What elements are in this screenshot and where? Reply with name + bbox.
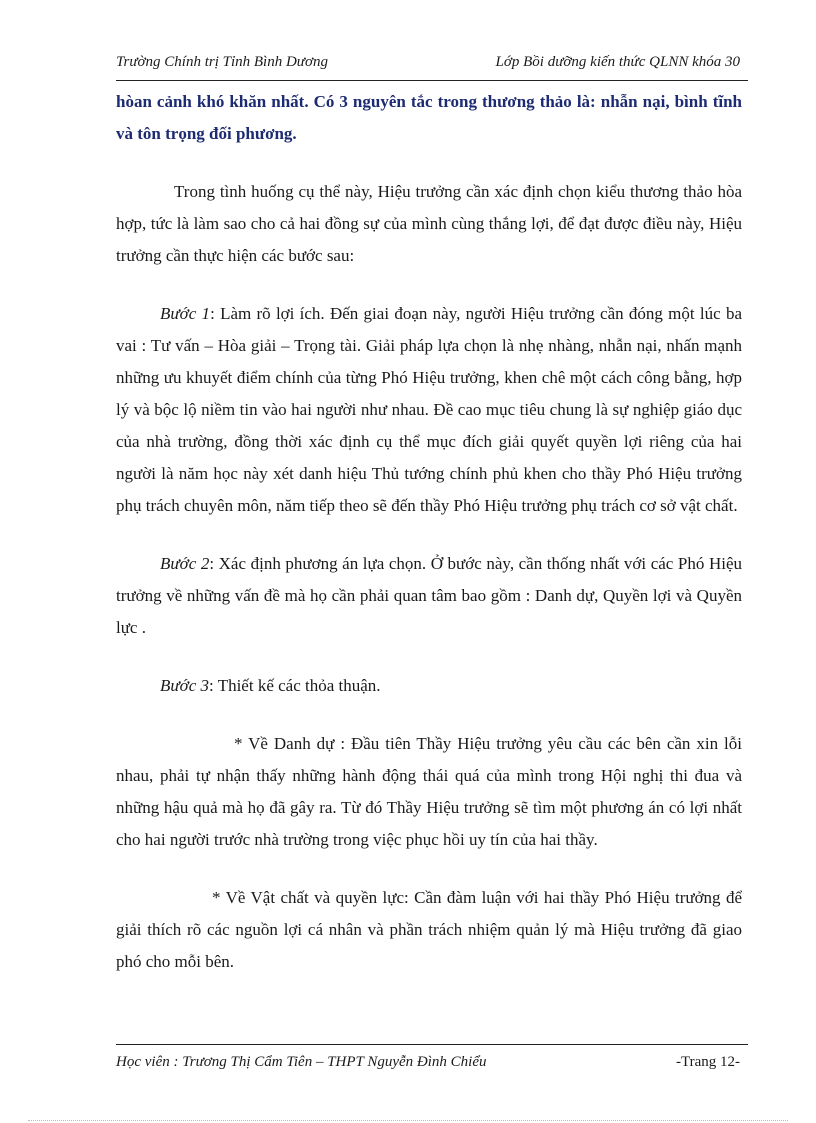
header-rule [116,80,748,81]
page-edge-divider [28,1120,788,1121]
page-number: -Trang 12- [675,1054,740,1070]
page-footer [116,1054,740,1071]
header-course: Lớp Bồi dưỡng kiến thức QLNN khóa 30 [495,54,740,70]
step-3-text: : Thiết kế các thỏa thuận. [209,676,381,695]
page-header [116,54,740,71]
paragraph-step-1 [116,298,742,522]
paragraph-honor: * Về Danh dự : Đầu tiên Thầy Hiệu trưởng yêu cầu các bên cần xin lỗi nhau, phải tự nhận thấy những hành động thái quá của mình trong Hội nghị thi đua và những hậu quả mà họ đã gây ra. Từ đó Thầy Hiệu trưởng sẽ tìm một phương án có lợi nhất cho hai người trước nhà trường trong việc phục hồi uy tín của hai thầy. [116,734,742,849]
paragraph-step-3 [116,670,742,702]
paragraph-principles: hòan cảnh khó khăn nhất. Có 3 nguyên tắc trong thương thảo là: nhẫn nại, bình tĩnh và tôn trọng đối phương. [116,92,742,143]
step-3-label: Bước 3 [160,676,210,695]
footer-rule [116,1044,748,1045]
paragraph-material-power: * Về Vật chất và quyền lực: Cần đàm luận với hai thầy Phó Hiệu trưởng để giải thích rõ các nguồn lợi cá nhân và phần trách nhiệm quản lý mà Hiệu trưởng đã giao phó cho mỗi bên. [116,888,742,971]
step-1-text: : Làm rõ lợi ích. Đến giai đoạn này, người Hiệu trưởng cần đóng một lúc ba vai : Tư vấn – Hòa giải – Trọng tài. Giải pháp lựa chọn là nhẹ nhàng, nhẫn nại, nhấn mạnh những ưu khuyết điểm chính của từng Phó Hiệu trưởng, khen chê một cách công bằng, hợp lý và bộc lộ niềm tin vào hai người như nhau. Đề cao mục tiêu chung là sự nghiệp giáo dục của nhà trường, đồng thời xác định cụ thể mục đích giải quyết quyền lợi riêng của hai người là năm học này xét danh hiệu Thủ tướng chính phủ khen cho thầy Phó Hiệu trưởng phụ trách chuyên môn, năm tiếp theo sẽ đến thầy Phó Hiệu trưởng phụ trách cơ sở vật chất. [116,304,742,515]
header-school: Trường Chính trị Tỉnh Bình Dương [116,54,328,70]
document-body [116,86,742,978]
step-1-label: Bước 1 [160,304,211,323]
footer-student: Học viên : Trương Thị Cẩm Tiên – THPT Nguyễn Đình Chiểu [116,1054,487,1070]
step-2-label: Bước 2 [160,554,210,573]
step-2-text: : Xác định phương án lựa chọn. Ở bước này, cần thống nhất với các Phó Hiệu trưởng về những vấn đề mà họ cần phải quan tâm bao gồm : Danh dự, Quyền lợi và Quyền lực . [116,554,742,637]
paragraph-step-2 [116,548,742,644]
paragraph-approach: Trong tình huống cụ thể này, Hiệu trưởng cần xác định chọn kiểu thương thảo hòa hợp, tức là làm sao cho cả hai đồng sự của mình cùng thắng lợi, để đạt được điều này, Hiệu trưởng cần thực hiện các bước sau: [116,182,742,265]
